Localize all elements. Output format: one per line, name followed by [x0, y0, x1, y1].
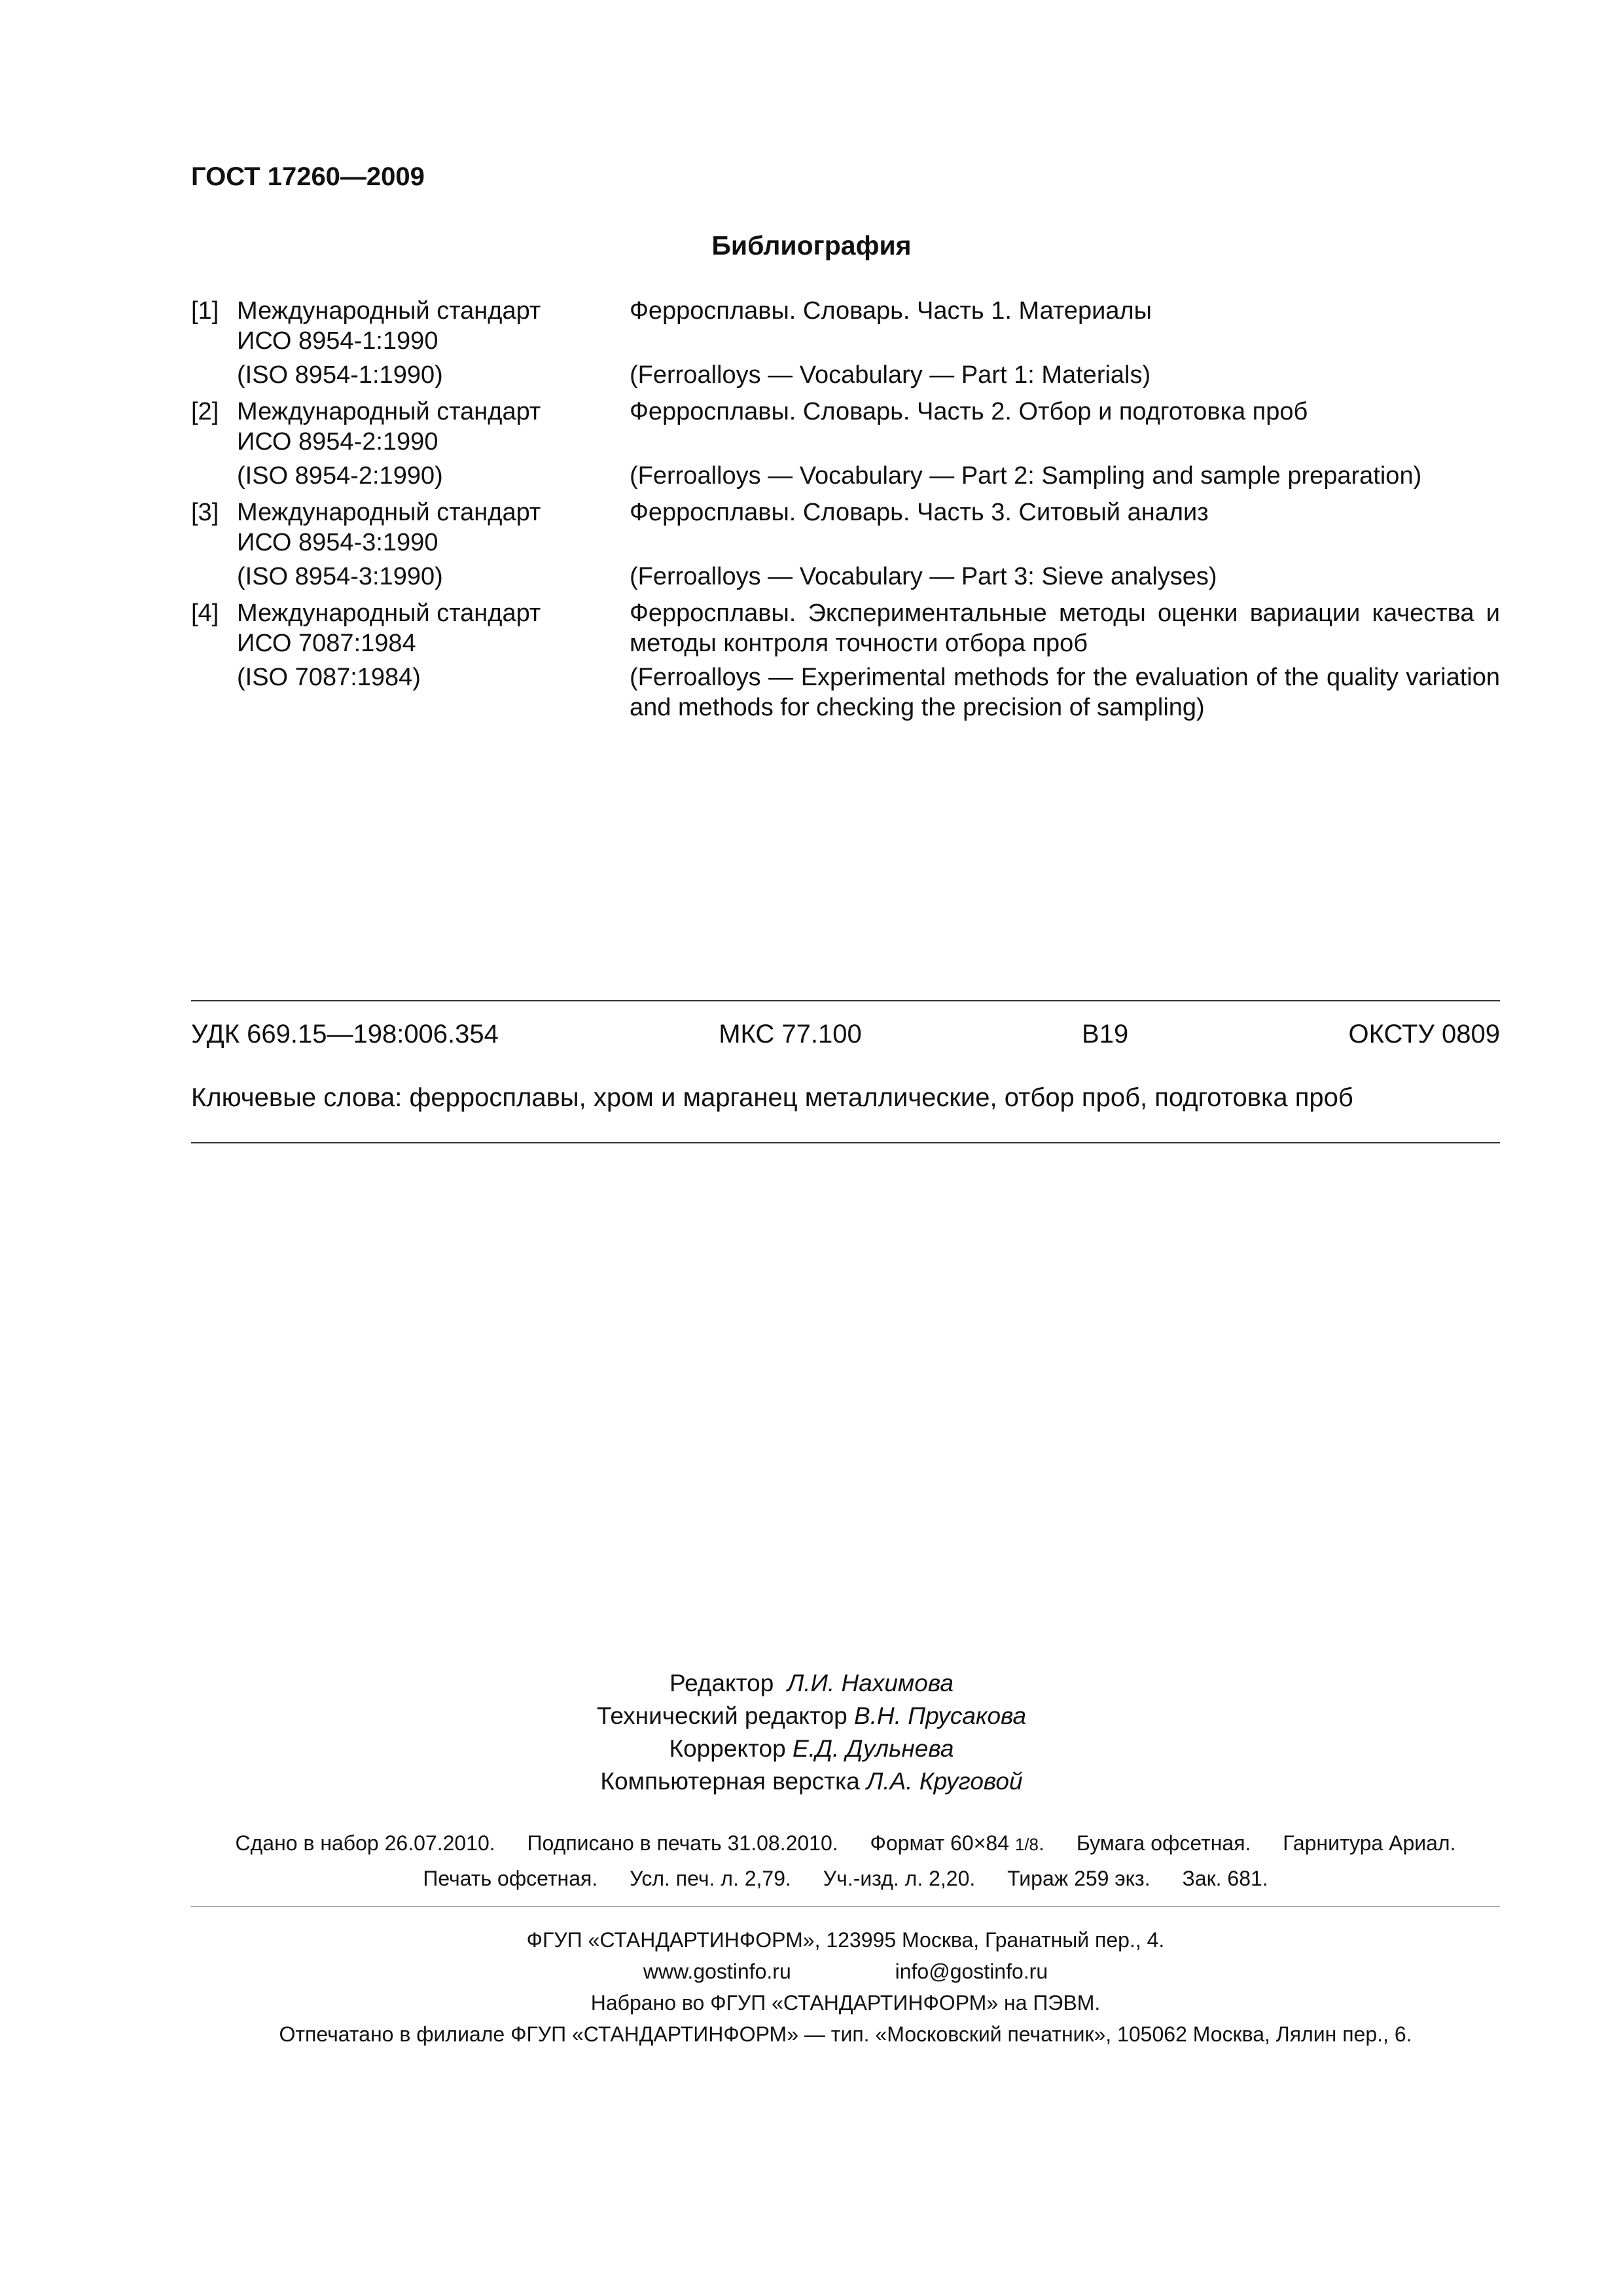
layout-name: Л.А. Круговой: [866, 1768, 1023, 1795]
editor-line: [0, 1667, 1623, 1700]
entry-title-ru: Ферросплавы. Экспериментальные методы оценки вариации качества и методы контроля точности отбора проб: [630, 600, 1500, 657]
keywords: Ключевые слова: ферросплавы, хром и марганец металлические, отбор проб, подготовка проб: [191, 1083, 1353, 1112]
publisher-address: ФГУП «СТАНДАРТИНФОРМ», 123995 Москва, Гранатный пер., 4.: [526, 1928, 1165, 1952]
paper: Бумага офсетная.: [1076, 1831, 1251, 1855]
bibliography-list: [191, 296, 1500, 729]
imprint-line2: [191, 1861, 1500, 1895]
print-run: Тираж 259 экз.: [1007, 1867, 1150, 1890]
tech-editor-label: Технический редактор: [596, 1702, 847, 1729]
proofreader-line: [0, 1732, 1623, 1765]
entry-source-line1: Международный стандарт: [237, 499, 541, 526]
print-type: Печать офсетная.: [423, 1867, 598, 1890]
entry-title-ru: Ферросплавы. Словарь. Часть 1. Материалы: [630, 297, 1152, 325]
entry-source-line1: Международный стандарт: [237, 600, 541, 627]
entry-source: [237, 397, 630, 457]
entry-title-ru: Ферросплавы. Словарь. Часть 3. Ситовый анализ: [630, 499, 1209, 526]
divider: [191, 1142, 1500, 1143]
document-code: ГОСТ 17260—2009: [191, 162, 425, 191]
udk-code: УДК 669.15—198:006.354: [191, 1020, 499, 1049]
format-fraction: 1/8: [1014, 1835, 1039, 1854]
staff-credits: [0, 1667, 1623, 1798]
typeset-note: Набрано во ФГУП «СТАНДАРТИНФОРМ» на ПЭВМ.: [590, 1991, 1101, 2015]
divider: [191, 1906, 1500, 1907]
entry-source-line2: ИСО 7087:1984: [237, 630, 416, 657]
entry-source: [237, 497, 630, 558]
entry-title-en: (Ferroalloys — Vocabulary — Part 1: Materials): [630, 361, 1151, 389]
submitted-date: Сдано в набор 26.07.2010.: [235, 1831, 495, 1855]
print-sheets: Усл. печ. л. 2,79.: [630, 1867, 791, 1890]
tech-editor-line: [0, 1700, 1623, 1732]
bibliography-entry: [191, 598, 1500, 723]
entry-source-iso: (ISO 7087:1984): [237, 664, 421, 691]
publisher-contacts: [191, 1956, 1500, 1987]
entry-title-ru: Ферросплавы. Словарь. Часть 2. Отбор и подготовка проб: [630, 398, 1308, 425]
divider: [191, 1000, 1500, 1001]
entry-source-line2: ИСО 8954-1:1990: [237, 327, 438, 355]
entry-source-line2: ИСО 8954-3:1990: [237, 529, 438, 556]
bibliography-entry: [191, 296, 1500, 390]
okstu-code: ОКСТУ 0809: [1348, 1020, 1500, 1049]
bibliography-entry: [191, 397, 1500, 491]
entry-source-iso: (ISO 8954-3:1990): [237, 563, 443, 590]
layout-line: [0, 1765, 1623, 1798]
website-link[interactable]: www.gostinfo.ru: [643, 1960, 791, 1983]
entry-title-en: (Ferroalloys — Vocabulary — Part 2: Sampling and sample preparation): [630, 462, 1422, 490]
tech-editor-name: В.Н. Прусакова: [854, 1702, 1027, 1729]
category-code: В19: [1082, 1020, 1129, 1049]
order-number: Зак. 681.: [1182, 1867, 1268, 1890]
entry-source: [237, 598, 630, 658]
entry-source: [237, 296, 630, 356]
layout-label: Компьютерная верстка: [600, 1768, 860, 1795]
email-link[interactable]: info@gostinfo.ru: [895, 1960, 1048, 1983]
printed-note: Отпечатано в филиале ФГУП «СТАНДАРТИНФОРМ» — тип. «Московский печатник», 105062 Москва, Лялин пер., 6.: [279, 2022, 1412, 2046]
entry-source-iso: (ISO 8954-2:1990): [237, 462, 443, 490]
signed-date: Подписано в печать 31.08.2010.: [527, 1831, 838, 1855]
imprint-line1: Сдано в набор 26.07.2010. Подписано в печать 31.08.2010. Формат 60×84 1/8. Бумага офсетная. Гарнитура Ариал.: [235, 1831, 1456, 1855]
format: Формат 60×84: [870, 1831, 1009, 1855]
typeface: Гарнитура Ариал.: [1283, 1831, 1456, 1855]
entry-number: [1]: [191, 297, 219, 325]
publisher-info: [191, 1924, 1500, 2050]
entry-title-en: (Ferroalloys — Vocabulary — Part 3: Sieve analyses): [630, 563, 1217, 590]
bibliography-title: Библиография: [711, 230, 912, 260]
edition-sheets: Уч.-изд. л. 2,20.: [823, 1867, 976, 1890]
proofreader-name: Е.Д. Дульнева: [792, 1735, 954, 1762]
bibliography-entry: [191, 497, 1500, 592]
editor-label: Редактор: [669, 1670, 774, 1696]
entry-number: [4]: [191, 600, 219, 627]
editor-name: Л.И. Нахимова: [787, 1670, 954, 1696]
entry-title-en: (Ferroalloys — Experimental methods for the evaluation of the quality variation and methods for checking the precision of sampling): [630, 664, 1500, 721]
imprint: [191, 1826, 1500, 1895]
entry-source-line1: Международный стандарт: [237, 398, 541, 425]
entry-source-line2: ИСО 8954-2:1990: [237, 428, 438, 456]
entry-number: [3]: [191, 499, 219, 526]
classification-row: [191, 1020, 1500, 1049]
entry-number: [2]: [191, 398, 219, 425]
entry-source-iso: (ISO 8954-1:1990): [237, 361, 443, 389]
mks-code: МКС 77.100: [719, 1020, 862, 1049]
proofreader-label: Корректор: [669, 1735, 786, 1762]
entry-source-line1: Международный стандарт: [237, 297, 541, 325]
